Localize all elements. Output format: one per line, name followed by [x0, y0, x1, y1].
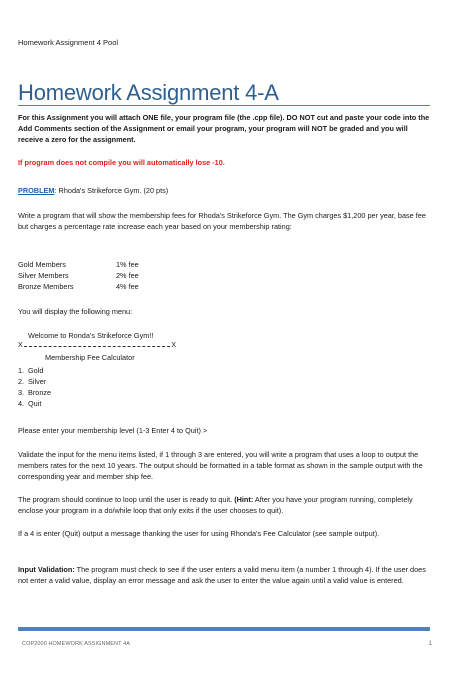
problem-description: Write a program that will show the membership fees for Rhoda's Strikeforce Gym. The Gym charges $1,200 per year, base fee but charges a percentage rate increase each year based on your membership rating: [18, 211, 426, 231]
hint-label: (Hint: [234, 495, 254, 504]
menu-intro: You will display the following menu: [18, 307, 133, 316]
rate-fee: 4% fee [116, 282, 139, 291]
footer-course-label: COP2000 HOMEWORK ASSIGNMENT 4A [22, 641, 131, 647]
input-validation-section [18, 564, 430, 586]
title-underline [18, 105, 430, 106]
rate-name: Bronze Members [18, 282, 74, 291]
compile-warning: If program does not compile you will automatically lose -10. [18, 158, 225, 167]
running-header: Homework Assignment 4 Pool [18, 38, 119, 47]
menu-option-label: Silver [28, 377, 47, 386]
input-validation-label: Input Validation: [18, 565, 75, 574]
problem-heading [18, 185, 430, 196]
rate-fee: 1% fee [116, 260, 139, 269]
loop-text: The program should continue to loop until the user is ready to quit. [18, 495, 233, 504]
membership-rates-table [18, 259, 139, 292]
rate-name: Silver Members [18, 271, 69, 280]
menu-option-number: 3. [18, 388, 25, 397]
quit-description: If a 4 is enter (Quit) output a message thanking the user for using Rhonda's Fee Calculator (see sample output). [18, 529, 380, 538]
menu-option-label: Gold [28, 366, 44, 375]
submission-instructions: For this Assignment you will attach ONE file, your program file (the .cpp file). DO NOT cut and paste your code into the Add Comments section of the Assignment or email your program, your program will NOT be graded and you will receive a zero for the assignment. [18, 113, 430, 144]
rate-name: Gold Members [18, 260, 66, 269]
menu-option-number: 2. [18, 377, 25, 386]
divider-x-right: X [171, 342, 176, 349]
rate-row [18, 281, 139, 292]
menu-option [18, 376, 51, 387]
menu-options-list [18, 365, 51, 409]
calculator-title: Membership Fee Calculator [45, 353, 135, 362]
footer-rule [18, 627, 430, 631]
page-number: 1 [428, 641, 432, 647]
menu-option [18, 365, 51, 376]
menu-option [18, 387, 51, 398]
menu-option-label: Bronze [28, 388, 52, 397]
rate-fee: 2% fee [116, 271, 139, 280]
document-title: Homework Assignment 4-A [18, 80, 279, 105]
rate-row [18, 270, 139, 281]
validation-description: Validate the input for the menu items listed, if 1 through 3 are entered, you will write a program that uses a loop to output the members rates for the next 10 years. The output should be formatted in a table format as shown in the sample output with the corresponding year and member ship fee. [18, 450, 423, 481]
rate-row [18, 259, 139, 270]
divider-dashes [24, 346, 171, 347]
input-validation-text: The program must check to see if the user enters a valid menu item (a number 1 through 4). If the user does not enter a valid value, display an error message and ask the user to enter the value again until a valid value is entered. [18, 565, 426, 585]
loop-description [18, 494, 430, 516]
hint-text: After you have your program running, completely enclose your program in a do/while loop that only exits if the user chooses to quit). [18, 495, 413, 515]
menu-welcome: Welcome to Ronda's Strikeforce Gym!! [28, 331, 154, 340]
menu-option-number: 4. [18, 399, 25, 408]
problem-title: : Rhoda's Strikeforce Gym. (20 pts) [54, 186, 169, 195]
problem-label: PROBLEM [18, 186, 55, 195]
menu-option-number: 1. [18, 366, 25, 375]
menu-option-label: Quit [28, 399, 42, 408]
divider-x-left: X [18, 342, 23, 349]
membership-prompt: Please enter your membership level (1-3 Enter 4 to Quit) > [18, 426, 208, 435]
menu-divider [18, 341, 176, 351]
menu-option [18, 398, 51, 409]
